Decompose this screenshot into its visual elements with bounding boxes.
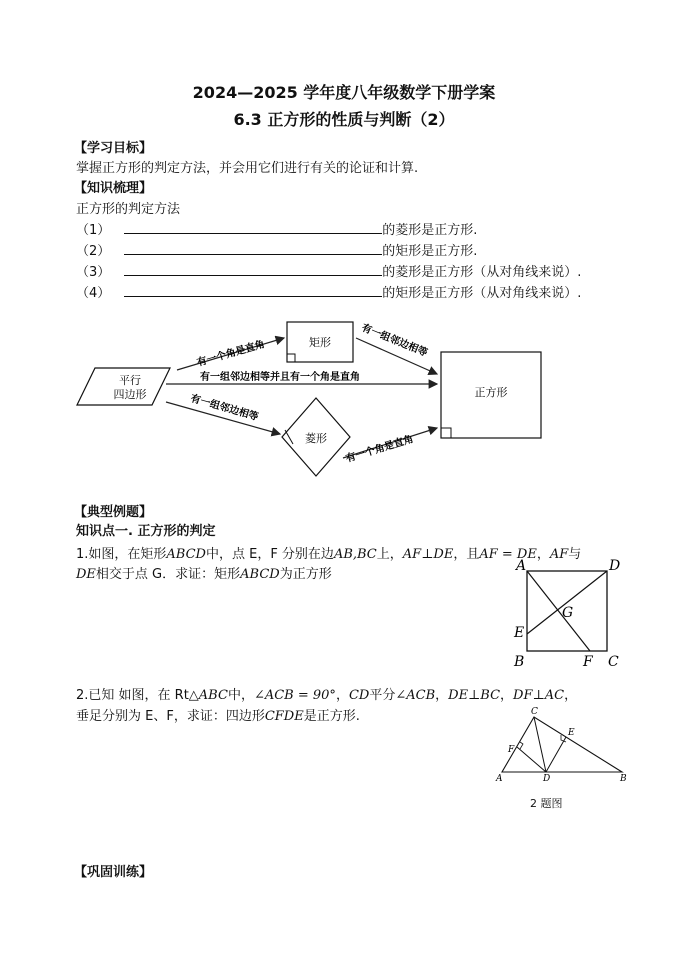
figure-2-caption: 2 题图 — [530, 797, 563, 810]
label-para-rect: 有一个角是直角 — [195, 339, 267, 369]
method-line-1: （1） 的菱形是正方形. — [76, 223, 478, 238]
method-line-2: （2） 的矩形是正方形. — [76, 244, 478, 259]
label-rhombus-square: 有一个角是直角 — [344, 433, 415, 465]
parallelogram-label-2: 四边形 — [113, 388, 147, 401]
methods-title: 正方形的判定方法 — [76, 202, 181, 217]
point-d: D — [543, 774, 551, 784]
segment-de — [527, 571, 607, 634]
point-c: C — [608, 654, 619, 670]
method-line-3: （3） 的菱形是正方形（从对角线来说）. — [76, 265, 582, 280]
knowledge-header: 【知识梳理】 — [74, 181, 153, 196]
point-a: A — [516, 558, 527, 574]
document-title: 2024—2025 学年度八年级数学下册学案 — [192, 83, 496, 102]
method-line-4: （4） 的矩形是正方形（从对角线来说）. — [76, 286, 582, 301]
goal-header: 【学习目标】 — [74, 141, 153, 156]
point-d: D — [609, 558, 621, 574]
problem-2-figure — [490, 700, 630, 786]
label-para-square: 有一组邻边相等并且有一个角是直角 — [200, 372, 360, 383]
right-angle-mark — [520, 742, 523, 749]
problem-2-line-1: 2.已知 如图，在 Rt△ABC中，∠ACB = 90°，CD平分∠ACB，DE⊥BC，DF⊥AC， — [76, 688, 578, 703]
square-determination-diagram — [0, 300, 688, 500]
label-rect-square: 有一组邻边相等 — [359, 322, 429, 360]
rectangle-label: 矩形 — [309, 336, 331, 349]
point-g: G — [562, 605, 574, 621]
lesson-title: 6.3 正方形的性质与判断（2） — [233, 110, 455, 129]
problem-1-figure — [505, 553, 635, 671]
fill-blank[interactable] — [124, 243, 382, 255]
knowledge-point-1: 知识点一. 正方形的判定 — [76, 524, 216, 539]
segment-af — [527, 571, 590, 651]
fill-blank[interactable] — [124, 264, 382, 276]
point-e: E — [568, 728, 575, 738]
problem-1-line-2: DE相交于点 G．求证：矩形ABCD为正方形 — [76, 567, 332, 582]
rhombus-label: 菱形 — [305, 432, 327, 445]
practice-header: 【巩固训练】 — [74, 865, 153, 880]
label-para-rhombus: 有一组邻边相等 — [189, 393, 260, 424]
goal-text: 掌握正方形的判定方法，并会用它们进行有关的论证和计算. — [76, 161, 419, 176]
fill-blank[interactable] — [124, 285, 382, 297]
point-a: A — [496, 774, 503, 784]
point-f: F — [583, 654, 593, 670]
example-header: 【典型例题】 — [74, 505, 153, 520]
problem-2-line-2: 垂足分别为 E、F，求证：四边形CFDE是正方形. — [76, 709, 360, 724]
problem-1-line-1: 1.如图，在矩形ABCD中，点 E，F 分别在边AB,BC上，AF⊥DE，且AF = DE，AF与 — [76, 547, 582, 562]
fill-blank[interactable] — [124, 222, 382, 234]
point-b: B — [620, 774, 627, 784]
point-c: C — [531, 707, 538, 717]
point-f: F — [508, 745, 515, 755]
point-e: E — [514, 625, 525, 641]
square-label: 正方形 — [474, 386, 508, 399]
point-b: B — [514, 654, 525, 670]
segment-de — [546, 737, 566, 772]
parallelogram-label-1: 平行 — [119, 374, 141, 387]
